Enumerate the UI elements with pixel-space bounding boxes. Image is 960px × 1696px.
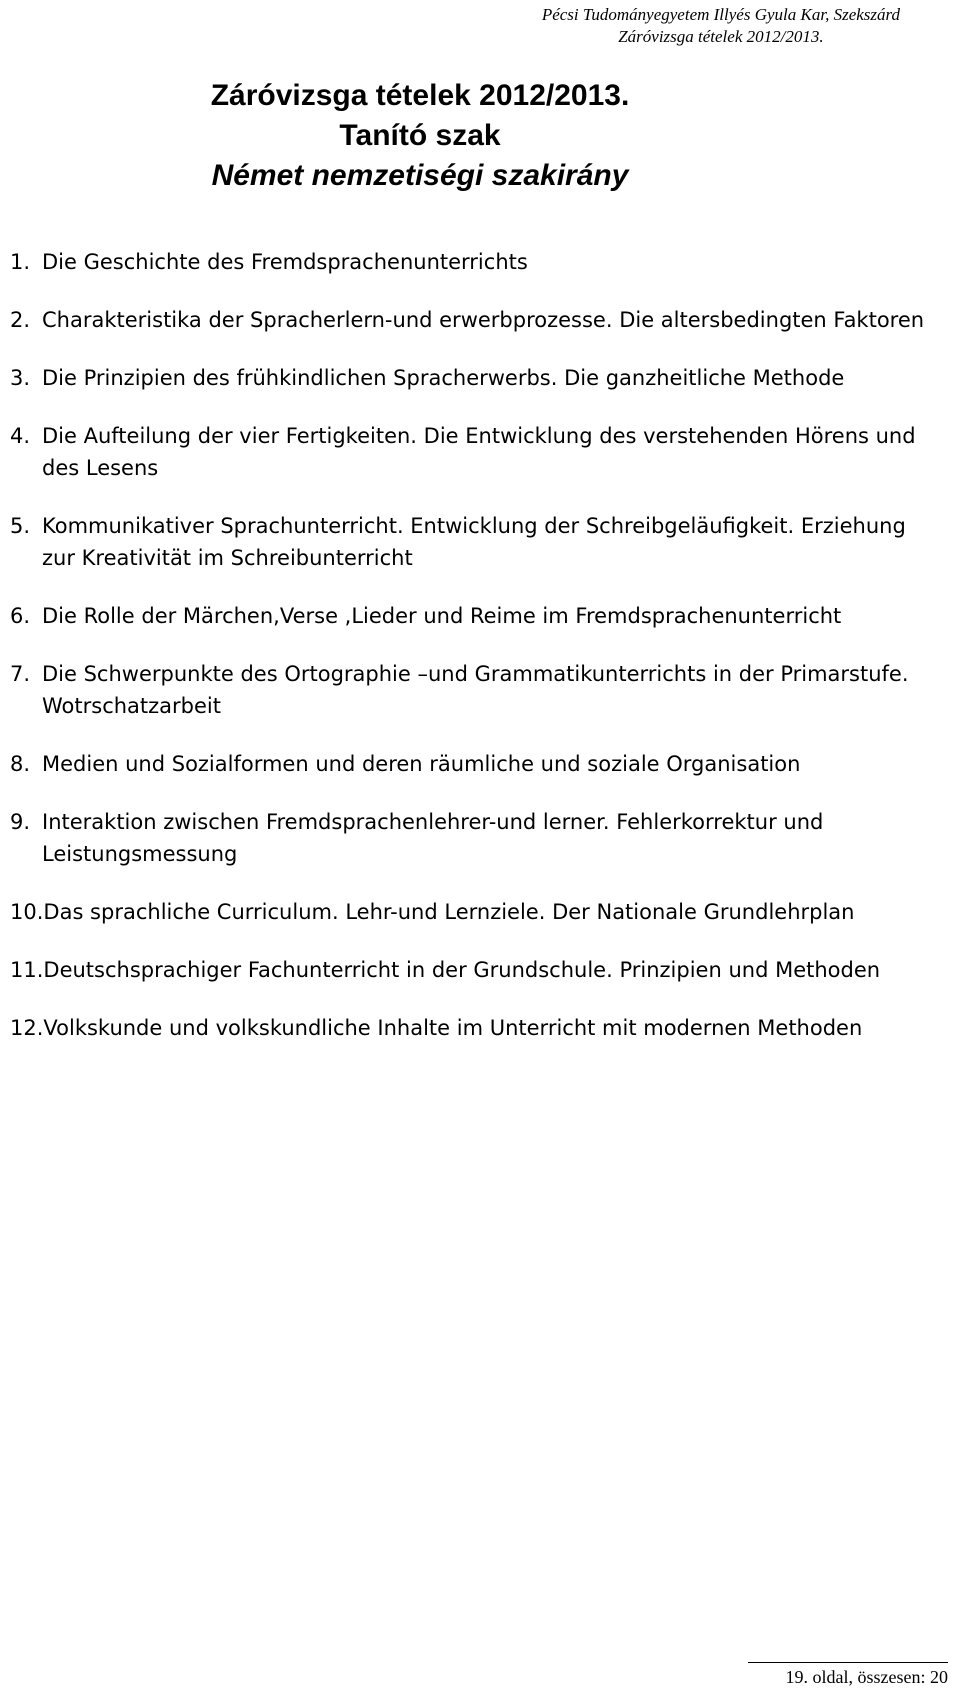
page-footer <box>748 1662 948 1688</box>
program-title: Tanító szak <box>339 119 501 152</box>
topic-text: Volkskunde und volkskundliche Inhalte im Unterricht mit modernen Methoden <box>43 1016 863 1040</box>
topic-number: 6. <box>10 604 31 628</box>
list-item <box>10 658 940 722</box>
topic-number: 3. <box>10 366 31 390</box>
topic-text: Die Geschichte des Fremdsprachenunterrichts <box>42 250 528 274</box>
topic-text: Deutschsprachiger Fachunterricht in der Grundschule. Prinzipien und Methoden <box>43 958 881 982</box>
page-number: 19. oldal, összesen: 20 <box>785 1667 948 1687</box>
list-item <box>10 420 940 484</box>
topic-number: 2. <box>10 308 31 332</box>
topic-number: 10. <box>10 900 44 924</box>
topic-text: Das sprachliche Curriculum. Lehr-und Lernziele. Der Nationale Grundlehrplan <box>43 900 855 924</box>
topic-number: 11. <box>10 958 44 982</box>
topic-text: Die Rolle der Märchen,Verse ,Lieder und Reime im Fremdsprachenunterricht <box>42 604 842 628</box>
header-institution: Pécsi Tudományegyetem Illyés Gyula Kar, Szekszárd <box>541 5 900 24</box>
topic-number: 12. <box>10 1016 44 1040</box>
topic-text: Medien und Sozialformen und deren räumliche und soziale Organisation <box>42 752 801 776</box>
topic-number: 8. <box>10 752 31 776</box>
topic-text: Die Aufteilung der vier Fertigkeiten. Die Entwicklung des verstehenden Hörens und des Lesens <box>42 424 923 480</box>
list-item <box>10 806 940 870</box>
list-item <box>10 1012 940 1044</box>
topic-number: 7. <box>10 662 31 686</box>
list-item <box>10 748 940 780</box>
list-item <box>10 246 940 278</box>
list-item <box>10 896 940 928</box>
topic-text: Kommunikativer Sprachunterricht. Entwicklung der Schreibgeläufigkeit. Erziehung zur Kreativität im Schreibunterricht <box>42 514 913 570</box>
list-item <box>10 362 940 394</box>
topic-text: Die Prinzipien des frühkindlichen Spracherwerbs. Die ganzheitliche Methode <box>42 366 845 390</box>
list-item <box>10 954 940 986</box>
list-item <box>10 510 940 574</box>
specialization-title: Német nemzetiségi szakirány <box>211 159 629 192</box>
topic-number: 1. <box>10 250 31 274</box>
header-document: Záróvizsga tételek 2012/2013. <box>618 27 824 46</box>
topic-text: Interaktion zwischen Fremdsprachenlehrer-und lerner. Fehlerkorrektur und Leistungsmessung <box>42 810 831 866</box>
topic-number: 4. <box>10 424 31 448</box>
topic-text: Charakteristika der Spracherlern-und erwerbprozesse. Die altersbedingten Faktoren <box>42 308 925 332</box>
running-header <box>542 4 900 48</box>
page-title: Záróvizsga tételek 2012/2013. <box>210 79 630 112</box>
topic-number: 5. <box>10 514 31 538</box>
title-block <box>0 76 840 196</box>
list-item <box>10 304 940 336</box>
topic-list <box>10 246 940 1070</box>
topic-number: 9. <box>10 810 31 834</box>
topic-text: Die Schwerpunkte des Ortographie –und Grammatikunterrichts in der Primarstufe. Wotrschatzarbeit <box>42 662 916 718</box>
list-item <box>10 600 940 632</box>
